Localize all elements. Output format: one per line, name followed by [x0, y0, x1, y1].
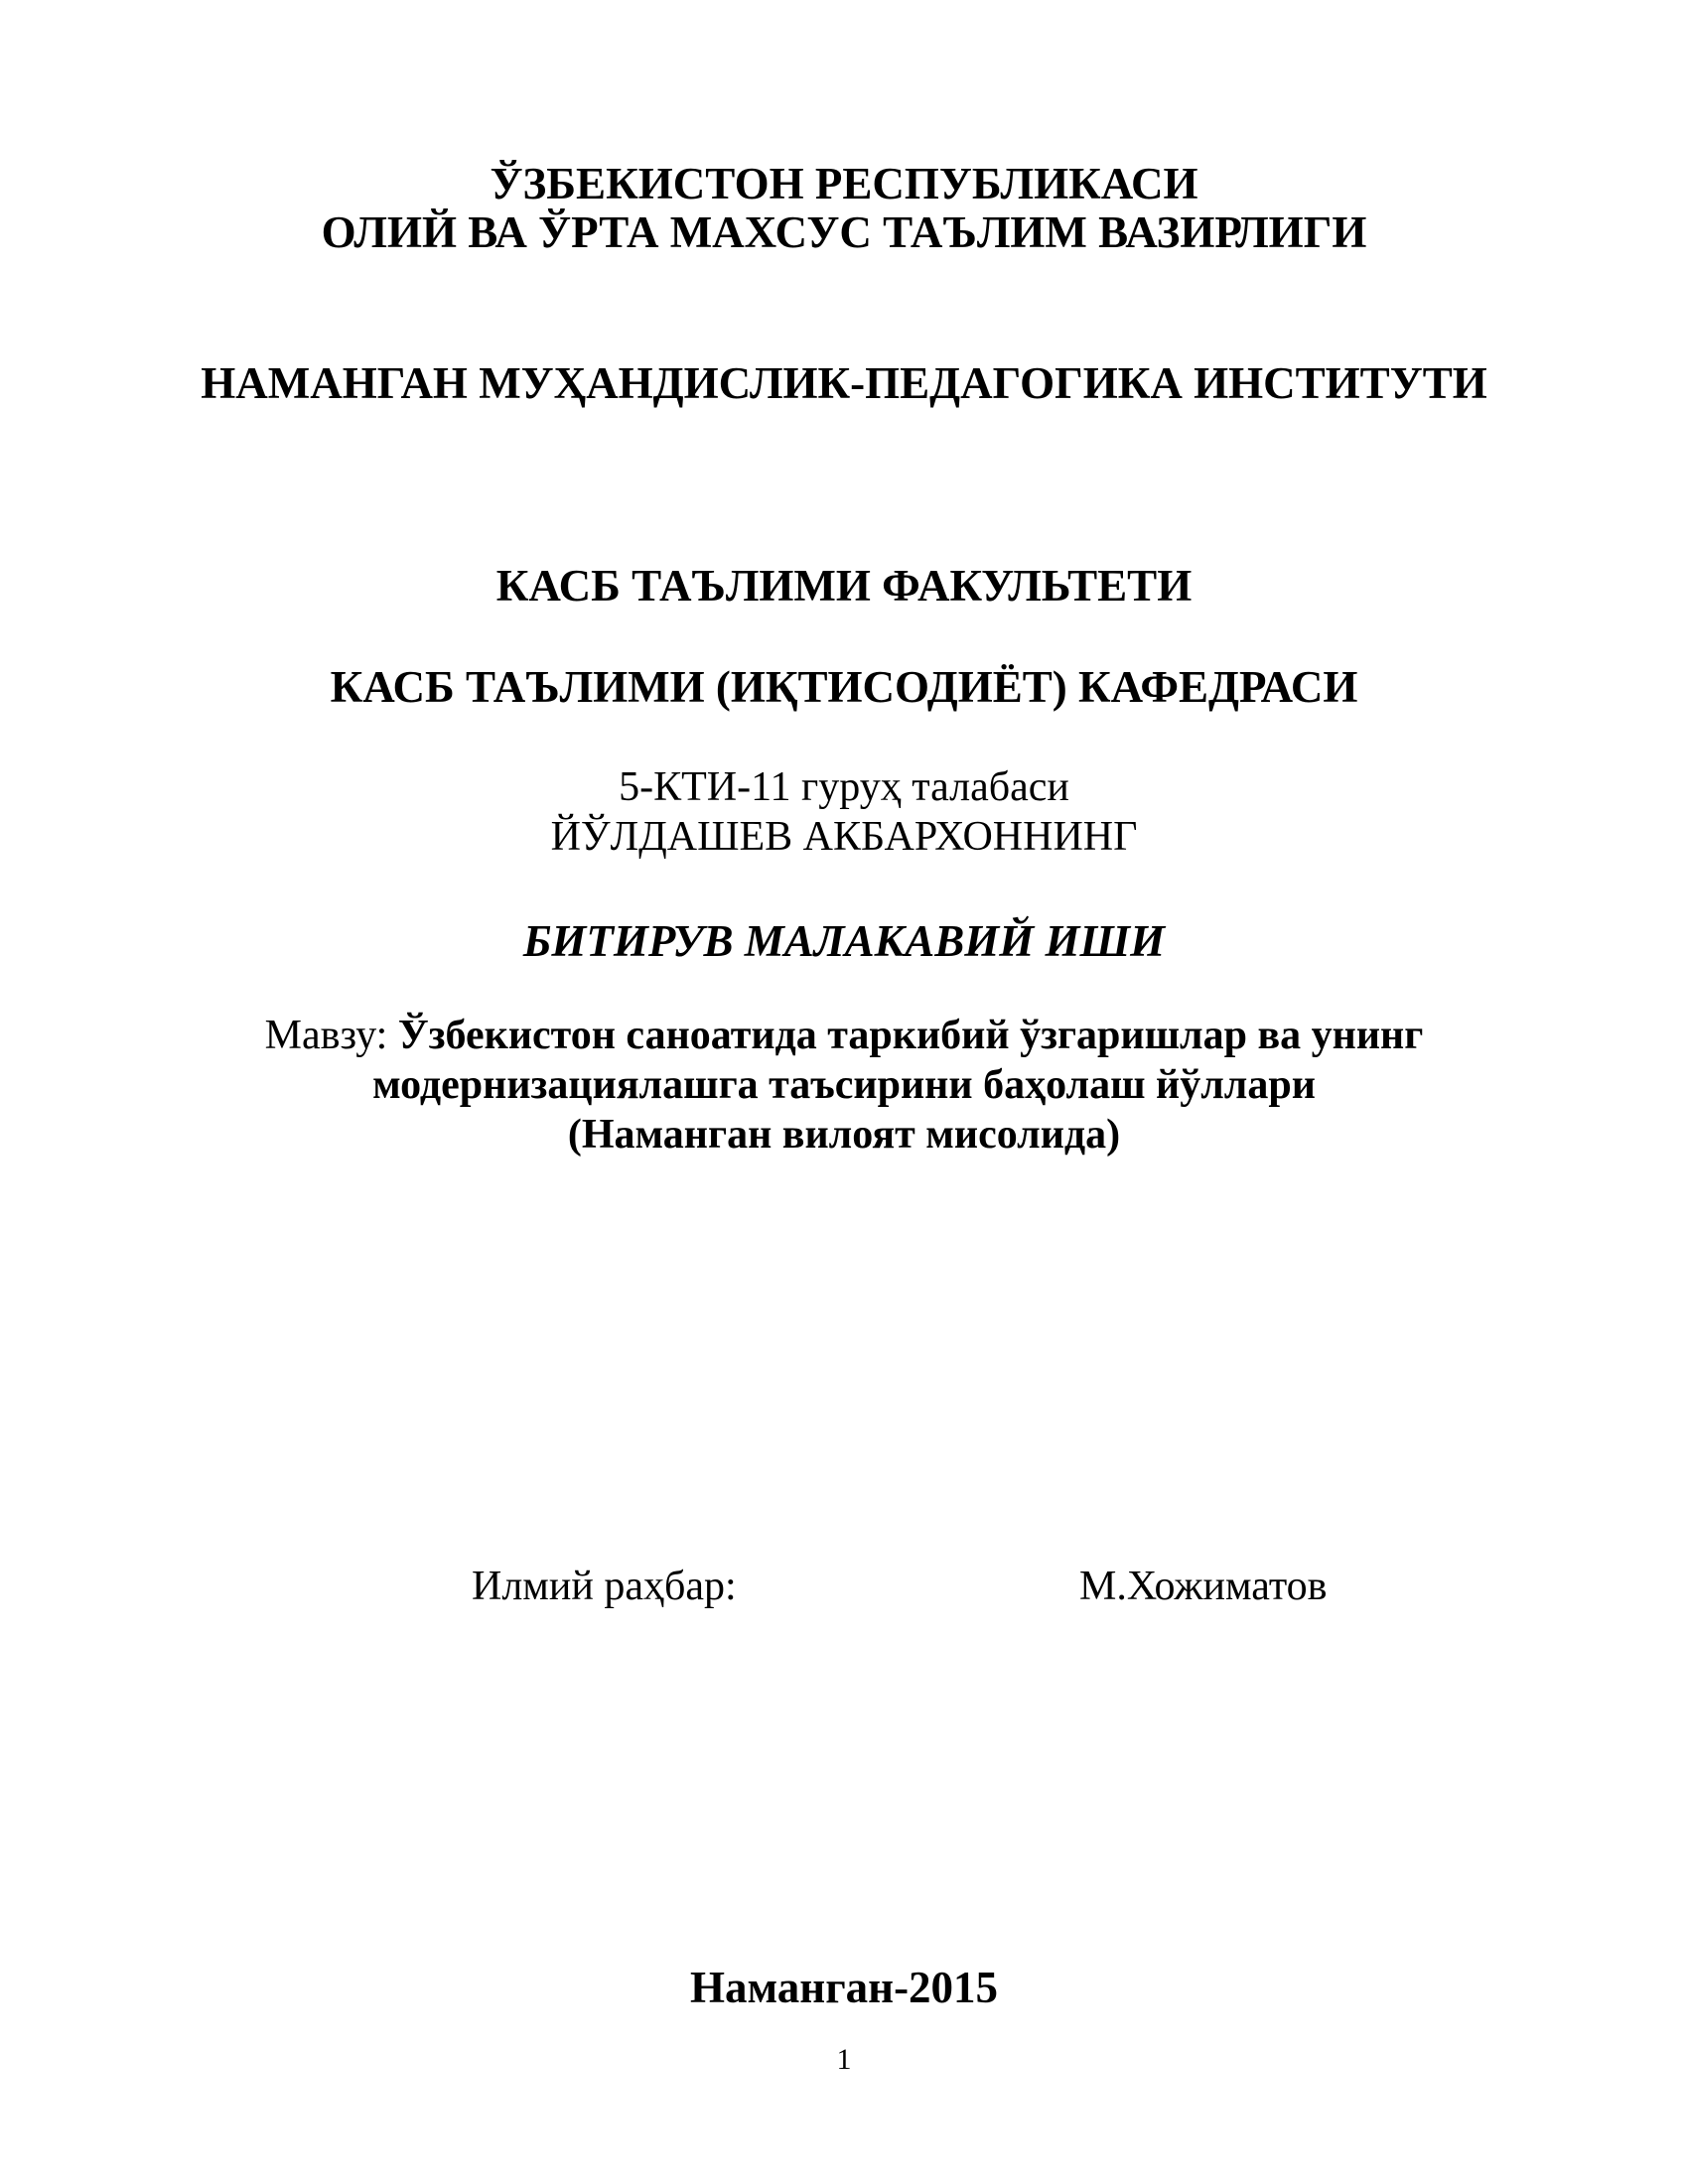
ministry-line-2: ОЛИЙ ВА ЎРТА МАХСУС ТАЪЛИМ ВАЗИРЛИГИ — [321, 207, 1367, 257]
topic-line-1 — [0, 1015, 1688, 1056]
ministry-line-1: ЎЗБЕКИСТОН РЕСПУБЛИКАСИ — [490, 159, 1198, 208]
topic-line-3: (Наманган вилоят мисолида) — [567, 1112, 1121, 1158]
topic-text-1: Ўзбекистон саноатида таркибий ўзгаришлар ва унинг — [397, 1013, 1424, 1058]
student-name: ЙЎЛДАШЕВ АКБАРХОННИНГ — [550, 814, 1138, 860]
institute-name: НАМАНГАН МУҲАНДИСЛИК-ПЕДАГОГИКА ИНСТИТУТИ — [201, 358, 1487, 408]
topic-line-2: модернизациялашга таъсирини баҳолаш йўллари — [372, 1062, 1316, 1108]
supervisor-name: М.Хожиматов — [1079, 1564, 1328, 1609]
supervisor-label: Илмий раҳбар: — [472, 1564, 737, 1609]
department-name: КАСБ ТАЪЛИМИ (ИҚТИСОДИЁТ) КАФЕДРАСИ — [330, 662, 1358, 712]
page-number: 1 — [836, 2043, 852, 2076]
student-group: 5-КТИ-11 гуруҳ талабаси — [619, 764, 1069, 810]
city-year: Наманган-2015 — [689, 1963, 999, 2012]
faculty-name: КАСБ ТАЪЛИМИ ФАКУЛЬТЕТИ — [495, 561, 1193, 611]
topic-label: Мавзу: — [264, 1013, 398, 1058]
work-type-title: БИТИРУВ МАЛАКАВИЙ ИШИ — [522, 916, 1166, 966]
